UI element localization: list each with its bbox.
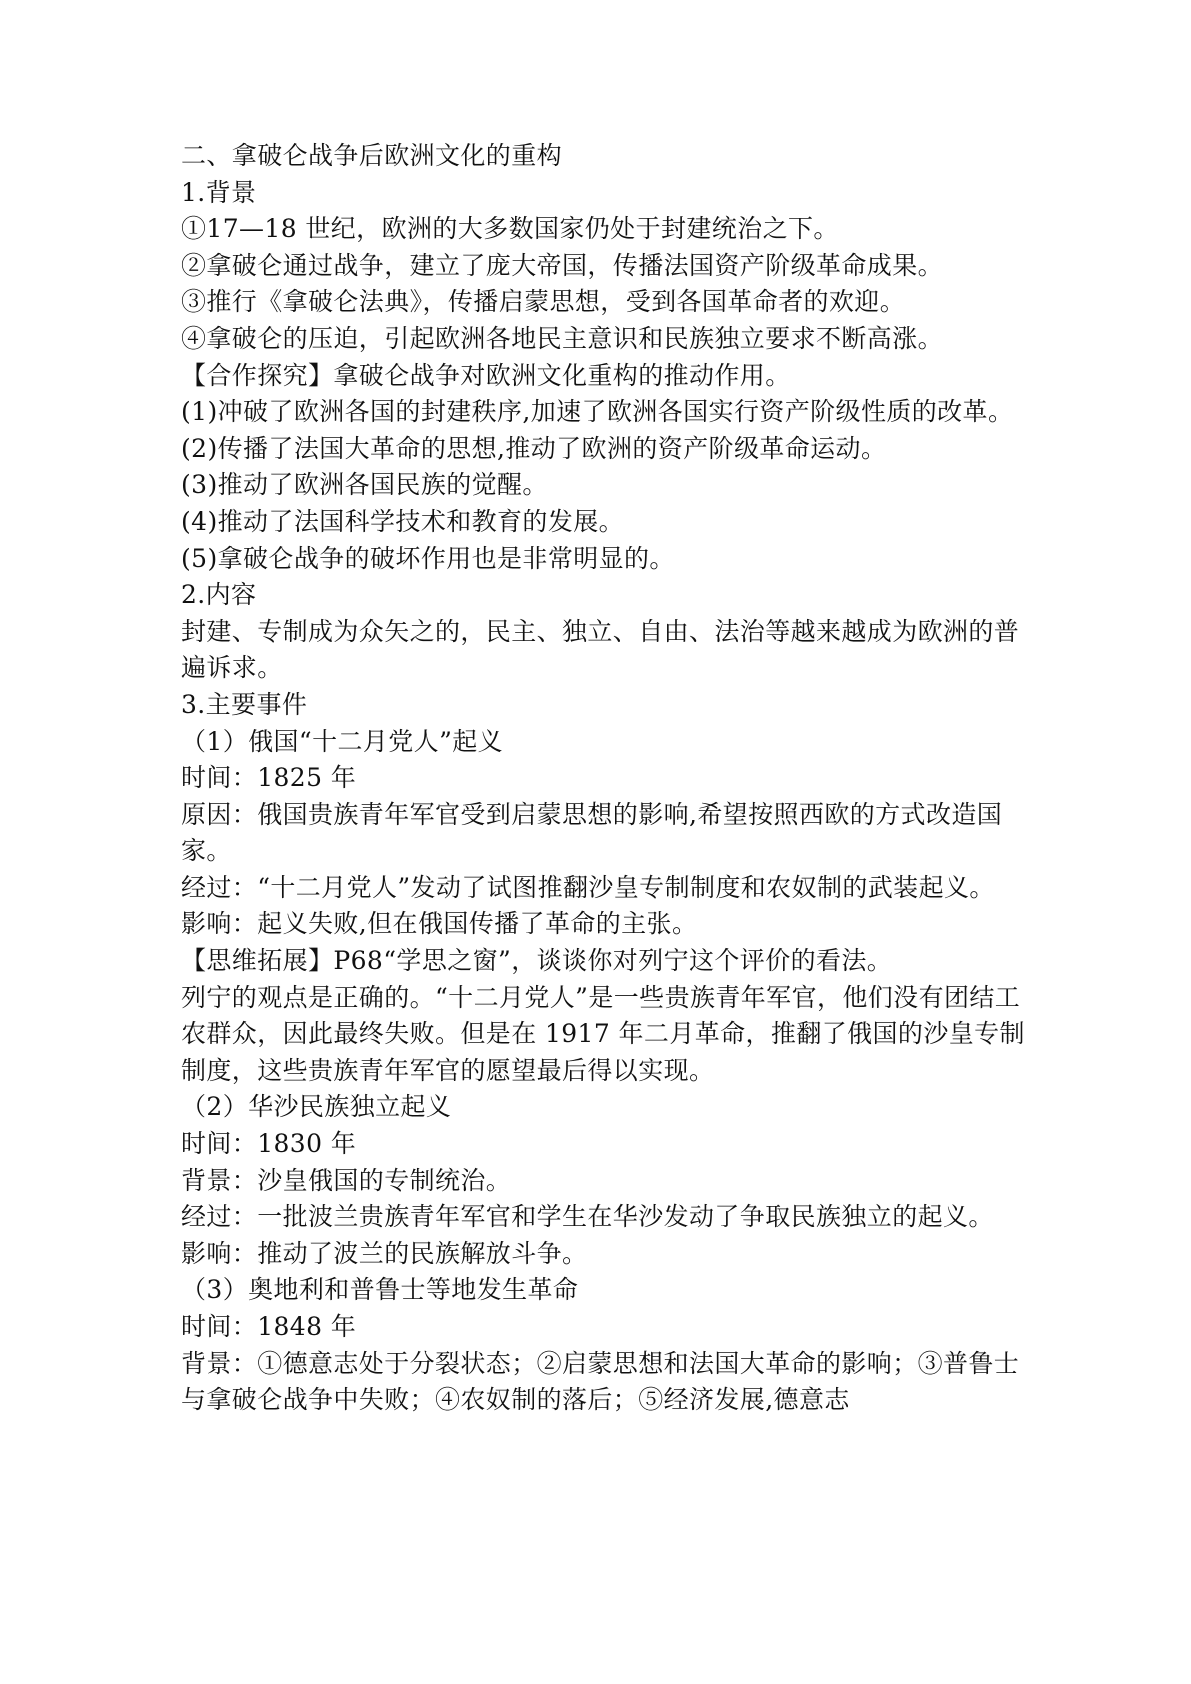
event-2-impact: 影响：推动了波兰的民族解放斗争。: [181, 1238, 588, 1268]
subheading-background: 1.背景: [181, 177, 257, 207]
document-body: [181, 138, 1026, 1419]
event-3-background: 背景：①德意志处于分裂状态；②启蒙思想和法国大革命的影响；③普鲁士与拿破仑战争中失败；④农奴制的落后；⑤经济发展,德意志: [181, 1348, 1020, 1415]
subheading-main-events: 3.主要事件: [181, 689, 308, 719]
event-1-cause: 原因：俄国贵族青年军官受到启蒙思想的影响,希望按照西欧的方式改造国家。: [181, 799, 1003, 866]
event-2-background: 背景：沙皇俄国的专制统治。: [181, 1165, 512, 1195]
section-heading: 二、拿破仑战争后欧洲文化的重构: [181, 141, 563, 170]
event-2-process: 经过：一批波兰贵族青年军官和学生在华沙发动了争取民族独立的起义。: [181, 1202, 994, 1232]
event-3-title: （3）奥地利和普鲁士等地发生革命: [181, 1275, 579, 1305]
thinking-extension-heading: 【思维拓展】P68“学思之窗”，谈谈你对列宁这个评价的看法。: [181, 946, 893, 976]
inquiry-point-4: (4)推动了法国科学技术和教育的发展。: [181, 506, 625, 536]
subheading-content: 2.内容: [181, 580, 257, 610]
event-1-impact: 影响：起义失败,但在俄国传播了革命的主张。: [181, 909, 698, 939]
background-item-4: ④拿破仑的压迫，引起欧洲各地民主意识和民族独立要求不断高涨。: [181, 323, 944, 353]
background-item-3: ③推行《拿破仑法典》，传播启蒙思想，受到各国革命者的欢迎。: [181, 287, 906, 317]
thinking-extension-answer: 列宁的观点是正确的。“十二月党人”是一些贵族青年军官，他们没有团结工农群众，因此最终失败。但是在 1917 年二月革命，推翻了俄国的沙皇专制制度，这些贵族青年军官的愿望最后得以实现。: [181, 982, 1025, 1085]
event-3-time: 时间：1848 年: [181, 1312, 357, 1341]
background-item-1: ①17—18 世纪，欧洲的大多数国家仍处于封建统治之下。: [181, 214, 839, 244]
event-2-title: （2）华沙民族独立起义: [181, 1092, 452, 1122]
inquiry-point-5: (5)拿破仑战争的破坏作用也是非常明显的。: [181, 543, 675, 573]
event-1-time: 时间：1825 年: [181, 763, 357, 793]
cooperative-inquiry-heading: 【合作探究】拿破仑战争对欧洲文化重构的推动作用。: [181, 360, 791, 390]
event-1-process: 经过：“十二月党人”发动了试图推翻沙皇专制制度和农奴制的武装起义。: [181, 872, 995, 902]
event-1-title: （1）俄国“十二月党人”起义: [181, 726, 504, 756]
inquiry-point-2: (2)传播了法国大革命的思想,推动了欧洲的资产阶级革命运动。: [181, 433, 887, 463]
content-paragraph: 封建、专制成为众矢之的，民主、独立、自由、法治等越来越成为欧洲的普遍诉求。: [181, 616, 1020, 683]
inquiry-point-3: (3)推动了欧洲各国民族的觉醒。: [181, 470, 548, 500]
background-item-2: ②拿破仑通过战争，建立了庞大帝国，传播法国资产阶级革命成果。: [181, 250, 944, 280]
event-2-time: 时间：1830 年: [181, 1129, 357, 1159]
inquiry-point-1: (1)冲破了欧洲各国的封建秩序,加速了欧洲各国实行资产阶级性质的改革。: [181, 397, 1014, 427]
